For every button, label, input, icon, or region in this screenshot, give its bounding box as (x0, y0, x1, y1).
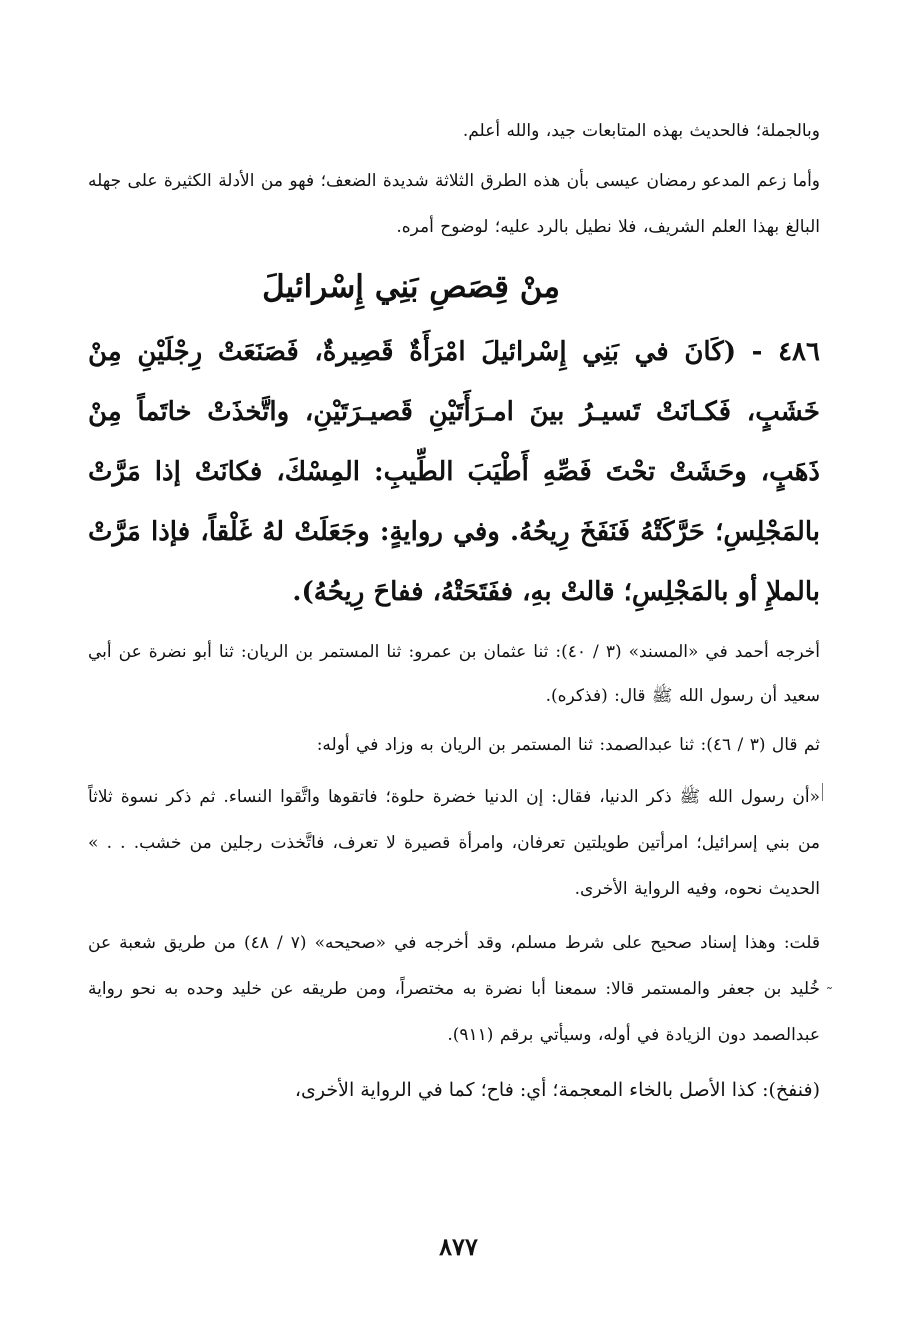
takhrij-quote: «أن رسول الله ﷺ ذكر الدنيا، فقال: إن الدنيا خضرة حلوة؛ فاتقوها واتَّقوا النساء. ثم ذكر نسوة ثلاثاً من بني إسرائيل؛ امرأتين طويلتين تعرفان، وامرأة قصيرة لا تعرف، فاتَّخذت رجلين من خشب. . . » الحديث نحوه، وفيه الرواية الأخرى. (88, 787, 820, 899)
refutation-paragraph: وأما زعم المدعو رمضان عيسى بأن هذه الطرق الثلاثة شديدة الضعف؛ فهو من الأدلة الكثيرة على جهله البالغ بهذا العلم الشريف، فلا نطيل بالرد عليه؛ لوضوح أمره. (88, 171, 820, 237)
section-heading: مِنْ قِصَصِ بَنِي إِسْرائيلَ (262, 269, 560, 305)
intro-paragraph: وبالجملة؛ فالحديث بهذه المتابعات جيد، والله أعلم. (462, 121, 820, 141)
page-number: ٨٧٧ (439, 1232, 478, 1261)
takhrij-source-2: ثم قال (٣ / ٤٦): ثنا عبدالصمد: ثنا المستمر بن الريان به وزاد في أوله: (316, 735, 820, 755)
corner-mark: ˜ (826, 986, 833, 1002)
margin-mark (822, 783, 823, 801)
footnote: (فنفخ): كذا الأصل بالخاء المعجمة؛ أي: فاح؛ كما في الرواية الأخرى، (294, 1079, 820, 1101)
page-body (88, 108, 820, 1110)
author-note: قلت: وهذا إسناد صحيح على شرط مسلم، وقد أخرجه في «صحيحه» (٧ / ٤٨) من طريق شعبة عن خُليد بن جعفر والمستمر قالا: سمعنا أبا نضرة به مختصراً، ومن طريقه عن خليد وحده به نحو رواية عبدالصمد دون الزيادة في أوله، وسيأتي برقم (٩١١). (88, 933, 820, 1045)
takhrij-source-1: أخرجه أحمد في «المسند» (٣ / ٤٠): ثنا عثمان بن عمرو: ثنا المستمر بن الريان: ثنا أبو نضرة عن أبي سعيد أن رسول الله ﷺ قال: (فذكره). (88, 642, 821, 706)
hadith-text: ٤٨٦ - (كَانَ في بَنِي إِسْرائيلَ امْرَأَةٌ قَصِيرةٌ، فَصَنَعَتْ رِجْلَيْنِ مِنْ خَشَبٍ، فَكـانَتْ تَسيـرُ بينَ امـرَأَتَيْنِ قَصيـرَتَيْنِ، واتَّخذَتْ خاتَماً مِنْ ذَهَبٍ، وحَشَتْ تحْتَ فَصِّهِ أَطْيَبَ الطِّيبِ: المِسْكَ، فكانَتْ إذا مَرَّتْ بالمَجْلِسِ؛ حَرَّكَتْهُ فَنَفَخَ رِيحُهُ. وفي روايةٍ: وجَعَلَتْ لهُ غَلْقاً، فإذا مَرَّتْ بالملإِ أو بالمَجْلِسِ؛ قالتْ بهِ، ففَتَحَتْهُ، ففاحَ رِيحُهُ). (88, 337, 820, 607)
